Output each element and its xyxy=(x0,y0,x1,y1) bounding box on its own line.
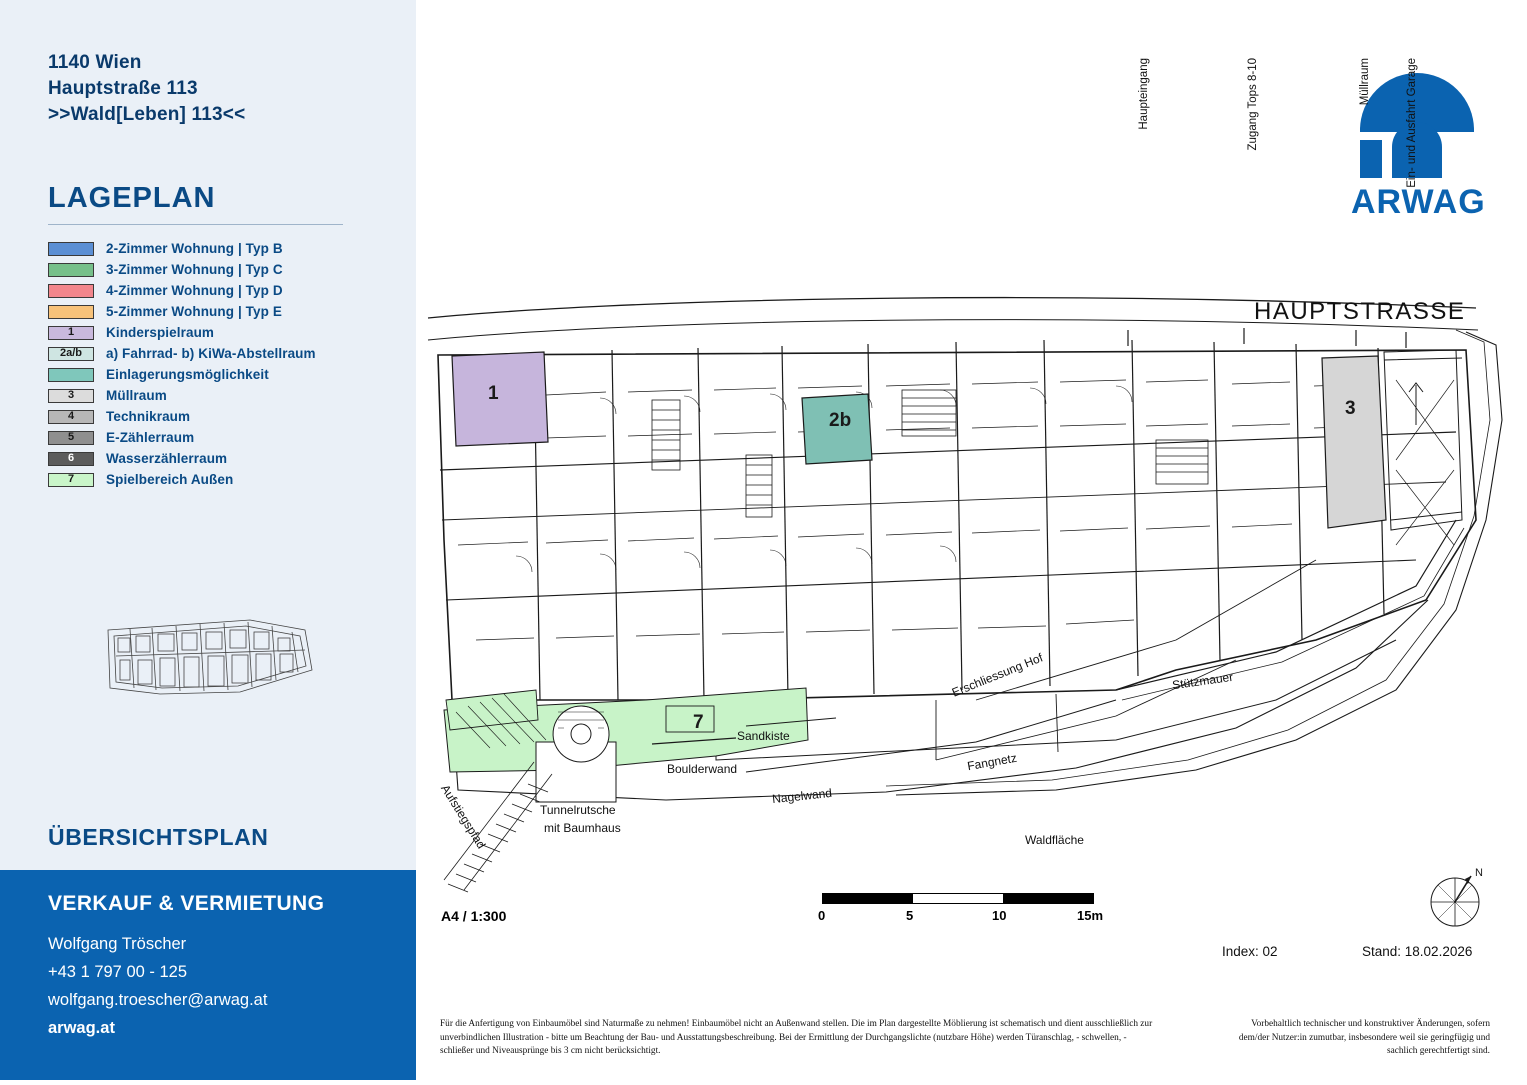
label-tunnelrutsche: Tunnelrutsche xyxy=(540,803,616,817)
legend-item xyxy=(48,448,388,469)
legend-swatch xyxy=(48,368,94,382)
legend-item xyxy=(48,280,388,301)
legend-swatch: 3 xyxy=(48,389,94,403)
legend-item xyxy=(48,259,388,280)
legend-swatch: 6 xyxy=(48,452,94,466)
legend-label: Einlagerungsmöglichkeit xyxy=(106,367,269,382)
legend-swatch: 2a/b xyxy=(48,347,94,361)
legend-item xyxy=(48,301,388,322)
legend-swatch: 1 xyxy=(48,326,94,340)
overview-title: ÜBERSICHTSPLAN xyxy=(48,824,269,850)
overview-thumbnail xyxy=(100,608,330,708)
label-boulderwand: Boulderwand xyxy=(667,762,738,776)
index-label: Index: 02 xyxy=(1222,944,1278,959)
footnote-right: Vorbehaltlich technischer und konstruktiver Änderungen, sofern dem/der Nutzer:in zumutbar, insbesondere weil sie geringfügig und sachlich gerechtfertigt sind. xyxy=(1238,1019,1490,1056)
contact-website[interactable]: arwag.at xyxy=(48,1019,115,1037)
compass-icon xyxy=(1423,862,1493,932)
legend-item xyxy=(48,364,388,385)
legend-item xyxy=(48,322,388,343)
legend-label: 5-Zimmer Wohnung | Typ E xyxy=(106,304,282,319)
footnote-left: Für die Anfertigung von Einbaumöbel sind Naturmaße zu nehmen! Einbaumöbel nicht an Außenwand stellen. Die im Plan dargestellte Möblierung ist schematisch und dient ausschließlich zur unverbindlichen Illustration - bitte um Beachtung der Bau- und Ausstattungsbeschreibung. Bei der Ermittlung der Durchgangslichte (nutzbare Höhe) werden Türanschlag, - schwellen, - schließer und Niveausprünge bis 3 cm nicht berücksichtigt. xyxy=(440,1019,1153,1056)
label-fangnetz: Fangnetz xyxy=(966,750,1018,774)
legend xyxy=(48,238,388,490)
legend-item xyxy=(48,469,388,490)
legend-item xyxy=(48,238,388,259)
legend-label: Spielbereich Außen xyxy=(106,472,234,487)
contact-email[interactable]: wolfgang.troescher@arwag.at xyxy=(48,991,268,1009)
legend-swatch xyxy=(48,242,94,256)
street-label: HAUPTSTRASSE xyxy=(1254,298,1466,325)
room-number-1: 1 xyxy=(488,383,499,404)
scale-tick-5: 5 xyxy=(906,908,914,923)
stand-label: Stand: 18.02.2026 xyxy=(1362,944,1473,959)
contact-phone[interactable]: +43 1 797 00 - 125 xyxy=(48,963,187,981)
legend-swatch: 4 xyxy=(48,410,94,424)
address-line-2: Hauptstraße 113 xyxy=(48,78,198,99)
scale-bar xyxy=(818,893,1112,924)
project-address xyxy=(48,50,388,128)
label-sandkiste: Sandkiste xyxy=(737,729,790,743)
contact-title: VERKAUF & VERMIETUNG xyxy=(48,892,325,915)
room-number-3: 3 xyxy=(1345,398,1356,419)
label-aufstiegspfad: Aufstiegspfad xyxy=(438,782,489,852)
legend-swatch xyxy=(48,284,94,298)
legend-label: 4-Zimmer Wohnung | Typ D xyxy=(106,283,283,298)
legend-label: Kinderspielraum xyxy=(106,325,215,340)
legend-swatch: 5 xyxy=(48,431,94,445)
label-muellraum: Müllraum xyxy=(1359,58,1371,106)
sidebar xyxy=(0,0,416,1080)
scale-text: A4 / 1:300 xyxy=(441,908,507,924)
legend-label: Müllraum xyxy=(106,388,167,403)
legend-swatch: 7 xyxy=(48,473,94,487)
label-haupteingang: Haupteingang xyxy=(1138,58,1150,130)
scale-tick-10: 10 xyxy=(992,908,1007,923)
room-number-2b: 2b xyxy=(829,410,852,431)
legend-label: 2-Zimmer Wohnung | Typ B xyxy=(106,241,283,256)
legend-item xyxy=(48,385,388,406)
title-divider xyxy=(48,224,343,225)
legend-label: Wasserzählerraum xyxy=(106,451,228,466)
legend-item xyxy=(48,427,388,448)
scale-tick-15: 15m xyxy=(1077,908,1104,923)
legend-item xyxy=(48,343,388,364)
label-stuetzmauer: Stützmauer xyxy=(1171,669,1235,693)
label-garage-einfahrt: Ein- und Ausfahrt Garage xyxy=(1406,58,1418,188)
scale-tick-0: 0 xyxy=(818,908,826,923)
contact-block xyxy=(0,870,416,1080)
label-erschliessung-hof: Erschliessung Hof xyxy=(949,650,1045,700)
address-line-3: >>Wald[Leben] 113<< xyxy=(48,104,246,125)
legend-label: 3-Zimmer Wohnung | Typ C xyxy=(106,262,283,277)
legend-swatch xyxy=(48,305,94,319)
label-zugang-tops: Zugang Tops 8-10 xyxy=(1247,58,1259,151)
address-line-1: 1140 Wien xyxy=(48,52,142,73)
label-baumhaus: mit Baumhaus xyxy=(544,821,621,835)
legend-label: E-Zählerraum xyxy=(106,430,195,445)
legend-label: Technikraum xyxy=(106,409,191,424)
legend-label: a) Fahrrad- b) KiWa-Abstellraum xyxy=(106,346,316,361)
page-title: LAGEPLAN xyxy=(48,182,216,214)
svg-text:N: N xyxy=(1475,867,1483,879)
contact-name: Wolfgang Tröscher xyxy=(48,935,187,953)
label-nagelwand: Nagelwand xyxy=(771,785,833,807)
label-waldflaeche: Waldfläche xyxy=(1025,833,1084,847)
brand-name: ARWAG xyxy=(1351,183,1486,221)
room-number-7: 7 xyxy=(693,712,704,733)
legend-swatch xyxy=(48,263,94,277)
legend-item xyxy=(48,406,388,427)
